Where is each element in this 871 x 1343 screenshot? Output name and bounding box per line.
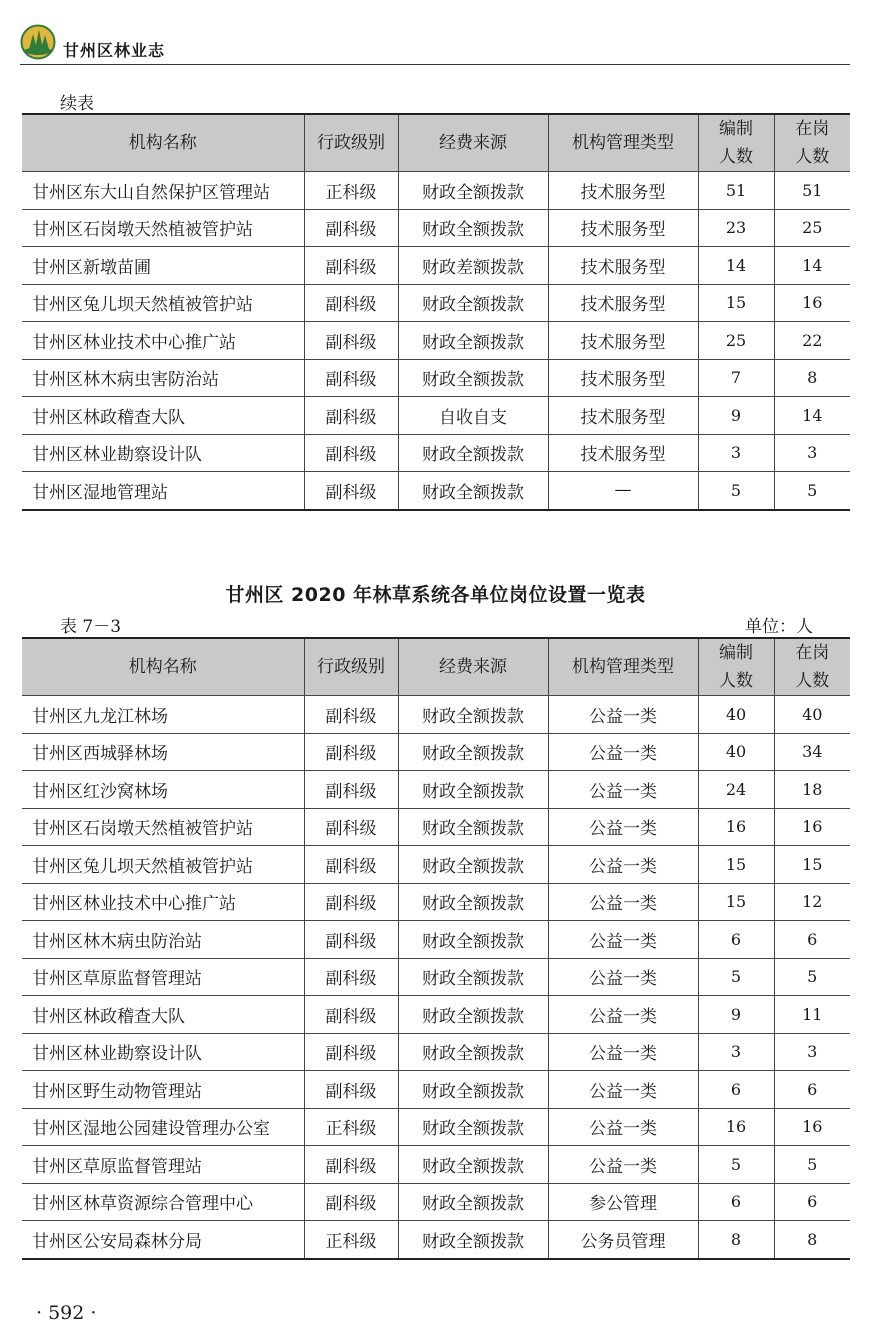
cell-name: 甘州区林业技术中心推广站 [22, 322, 304, 360]
cell-type: 公益一类 [548, 1033, 698, 1071]
cell-type: 公益一类 [548, 996, 698, 1034]
cell-level: 副科级 [304, 771, 398, 809]
column-header-funding: 经费来源 [398, 638, 548, 696]
cell-level: 正科级 [304, 172, 398, 210]
table-row [22, 1221, 850, 1259]
cell-funding: 财政全额拨款 [398, 921, 548, 959]
table-continued [22, 113, 850, 511]
table-row [22, 472, 850, 510]
cell-name: 甘州区林草资源综合管理中心 [22, 1183, 304, 1221]
table-header-row [22, 114, 850, 172]
cell-funding: 财政全额拨款 [398, 808, 548, 846]
table-row [22, 996, 850, 1034]
cell-onduty: 3 [774, 1033, 850, 1071]
cell-funding: 自收自支 [398, 397, 548, 435]
cell-level: 副科级 [304, 322, 398, 360]
table-header-row [22, 638, 850, 696]
cell-level: 正科级 [304, 1108, 398, 1146]
cell-level: 副科级 [304, 1183, 398, 1221]
column-header-type: 机构管理类型 [548, 638, 698, 696]
cell-level: 副科级 [304, 996, 398, 1034]
cell-type: 公益一类 [548, 808, 698, 846]
column-header-level: 行政级别 [304, 638, 398, 696]
cell-onduty: 11 [774, 996, 850, 1034]
cell-type: 公益一类 [548, 1108, 698, 1146]
table-row [22, 733, 850, 771]
cell-name: 甘州区林业勘察设计队 [22, 1033, 304, 1071]
cell-onduty: 16 [774, 1108, 850, 1146]
cell-type: 技术服务型 [548, 172, 698, 210]
cell-level: 副科级 [304, 284, 398, 322]
cell-funding: 财政差额拨款 [398, 247, 548, 285]
cell-onduty: 3 [774, 434, 850, 472]
cell-level: 副科级 [304, 846, 398, 884]
cell-funding: 财政全额拨款 [398, 359, 548, 397]
cell-name: 甘州区西城驿林场 [22, 733, 304, 771]
cell-name: 甘州区石岗墩天然植被管护站 [22, 808, 304, 846]
cell-type: 公益一类 [548, 958, 698, 996]
cell-staffing: 16 [698, 808, 774, 846]
column-header-type: 机构管理类型 [548, 114, 698, 172]
cell-funding: 财政全额拨款 [398, 172, 548, 210]
column-header-staffing: 编制 人数 [698, 638, 774, 696]
table-number: 表 7－3 [60, 617, 122, 637]
cell-funding: 财政全额拨款 [398, 1033, 548, 1071]
cell-onduty: 16 [774, 808, 850, 846]
table-row [22, 1071, 850, 1109]
cell-level: 副科级 [304, 1146, 398, 1184]
cell-funding: 财政全额拨款 [398, 472, 548, 510]
cell-staffing: 9 [698, 996, 774, 1034]
table-row [22, 397, 850, 435]
cell-type: 公益一类 [548, 1071, 698, 1109]
cell-staffing: 16 [698, 1108, 774, 1146]
cell-type: 技术服务型 [548, 247, 698, 285]
cell-funding: 财政全额拨款 [398, 284, 548, 322]
cell-staffing: 6 [698, 921, 774, 959]
table-row [22, 1146, 850, 1184]
table-row [22, 1108, 850, 1146]
cell-staffing: 51 [698, 172, 774, 210]
column-header-name: 机构名称 [22, 114, 304, 172]
cell-staffing: 40 [698, 733, 774, 771]
cell-onduty: 25 [774, 209, 850, 247]
cell-type: 技术服务型 [548, 359, 698, 397]
cell-onduty: 14 [774, 247, 850, 285]
continued-label: 续表 [60, 94, 94, 114]
cell-type: — [548, 472, 698, 510]
cell-type: 技术服务型 [548, 284, 698, 322]
cell-type: 公务员管理 [548, 1221, 698, 1259]
column-header-level: 行政级别 [304, 114, 398, 172]
table-title: 甘州区 2020 年林草系统各单位岗位设置一览表 [225, 584, 646, 606]
table-row [22, 846, 850, 884]
page-number: · 592 · [36, 1302, 97, 1324]
cell-onduty: 5 [774, 1146, 850, 1184]
table-row [22, 247, 850, 285]
cell-funding: 财政全额拨款 [398, 771, 548, 809]
cell-type: 公益一类 [548, 733, 698, 771]
cell-type: 公益一类 [548, 883, 698, 921]
cell-onduty: 6 [774, 1183, 850, 1221]
cell-name: 甘州区石岗墩天然植被管护站 [22, 209, 304, 247]
cell-staffing: 8 [698, 1221, 774, 1259]
cell-type: 公益一类 [548, 921, 698, 959]
cell-onduty: 5 [807, 480, 818, 500]
cell-level: 副科级 [304, 883, 398, 921]
cell-onduty: 22 [774, 322, 850, 360]
cell-level: 副科级 [304, 472, 398, 510]
cell-type: 技术服务型 [548, 397, 698, 435]
cell-onduty: 14 [774, 397, 850, 435]
cell-funding: 财政全额拨款 [398, 696, 548, 734]
cell-level: 副科级 [304, 434, 398, 472]
cell-onduty: 51 [774, 172, 850, 210]
cell-name: 甘州区林木病虫害防治站 [22, 359, 304, 397]
cell-onduty: 18 [774, 771, 850, 809]
cell-staffing: 25 [698, 322, 774, 360]
cell-type: 参公管理 [548, 1183, 698, 1221]
cell-funding: 财政全额拨款 [398, 883, 548, 921]
cell-staffing: 15 [698, 883, 774, 921]
table-row [22, 209, 850, 247]
page-header [20, 22, 850, 65]
cell-funding: 财政全额拨款 [398, 733, 548, 771]
cell-funding: 财政全额拨款 [398, 1221, 548, 1259]
table-row [22, 1183, 850, 1221]
cell-staffing: 23 [698, 209, 774, 247]
cell-name: 甘州区湿地管理站 [22, 472, 304, 510]
cell-onduty: 6 [774, 1071, 850, 1109]
table-row [22, 771, 850, 809]
cell-staffing: 5 [698, 472, 774, 510]
cell-name: 甘州区九龙江林场 [22, 696, 304, 734]
cell-funding: 财政全额拨款 [398, 434, 548, 472]
cell-onduty: 15 [774, 846, 850, 884]
cell-onduty: 6 [774, 921, 850, 959]
cell-type: 技术服务型 [548, 434, 698, 472]
cell-name: 甘州区野生动物管理站 [22, 1071, 304, 1109]
table-row [22, 958, 850, 996]
cell-funding: 财政全额拨款 [398, 1183, 548, 1221]
cell-onduty: 16 [774, 284, 850, 322]
cell-level: 副科级 [304, 958, 398, 996]
cell-name: 甘州区兔儿坝天然植被管护站 [22, 284, 304, 322]
book-title: 甘州区林业志 [63, 41, 166, 60]
cell-type: 公益一类 [548, 1146, 698, 1184]
table-row [22, 284, 850, 322]
cell-name: 甘州区东大山自然保护区管理站 [22, 172, 304, 210]
cell-level: 副科级 [304, 397, 398, 435]
column-header-funding: 经费来源 [398, 114, 548, 172]
cell-staffing: 3 [698, 1033, 774, 1071]
table-row [22, 359, 850, 397]
cell-funding: 财政全额拨款 [398, 1108, 548, 1146]
cell-funding: 财政全额拨款 [398, 846, 548, 884]
cell-type: 公益一类 [548, 846, 698, 884]
cell-staffing: 9 [698, 397, 774, 435]
cell-name: 甘州区林木病虫防治站 [22, 921, 304, 959]
cell-onduty: 5 [774, 958, 850, 996]
cell-onduty: 8 [774, 359, 850, 397]
cell-name: 甘州区公安局森林分局 [22, 1221, 304, 1259]
cell-name: 甘州区林政稽查大队 [22, 397, 304, 435]
table-row [22, 921, 850, 959]
table-body [22, 696, 850, 1259]
cell-level: 副科级 [304, 359, 398, 397]
table-body [22, 172, 850, 510]
cell-staffing: 7 [698, 359, 774, 397]
cell-staffing: 6 [698, 1071, 774, 1109]
cell-level: 副科级 [304, 733, 398, 771]
cell-level: 副科级 [304, 1033, 398, 1071]
column-header-name: 机构名称 [22, 638, 304, 696]
column-header-onduty: 在岗 人数 [774, 638, 850, 696]
cell-name: 甘州区林政稽查大队 [22, 996, 304, 1034]
table-row [22, 434, 850, 472]
cell-level: 副科级 [304, 247, 398, 285]
cell-level: 副科级 [304, 808, 398, 846]
cell-name: 甘州区兔儿坝天然植被管护站 [22, 846, 304, 884]
cell-name: 甘州区林业勘察设计队 [22, 434, 304, 472]
cell-onduty: 12 [774, 883, 850, 921]
cell-type: 公益一类 [548, 771, 698, 809]
table-row [22, 172, 850, 210]
cell-level: 副科级 [304, 921, 398, 959]
cell-funding: 财政全额拨款 [398, 996, 548, 1034]
cell-funding: 财政全额拨款 [398, 958, 548, 996]
cell-staffing: 15 [698, 846, 774, 884]
cell-type: 技术服务型 [548, 209, 698, 247]
cell-funding: 财政全额拨款 [398, 322, 548, 360]
table-row [22, 322, 850, 360]
cell-type: 公益一类 [548, 696, 698, 734]
cell-staffing: 15 [698, 284, 774, 322]
cell-level: 正科级 [304, 1221, 398, 1259]
cell-staffing: 5 [698, 958, 774, 996]
cell-staffing: 14 [698, 247, 774, 285]
forest-logo-icon [20, 24, 56, 60]
cell-name: 甘州区红沙窝林场 [22, 771, 304, 809]
table-row [22, 808, 850, 846]
cell-onduty: 8 [807, 1229, 818, 1249]
cell-level: 副科级 [304, 209, 398, 247]
column-header-onduty: 在岗 人数 [774, 114, 850, 172]
table-row [22, 696, 850, 734]
cell-level: 副科级 [304, 696, 398, 734]
table-row [22, 1033, 850, 1071]
cell-staffing: 24 [698, 771, 774, 809]
table-row [22, 883, 850, 921]
cell-staffing: 40 [698, 696, 774, 734]
cell-staffing: 5 [698, 1146, 774, 1184]
table-positions-2020 [22, 637, 850, 1260]
cell-staffing: 6 [698, 1183, 774, 1221]
cell-name: 甘州区湿地公园建设管理办公室 [22, 1108, 304, 1146]
cell-onduty: 40 [774, 696, 850, 734]
cell-type: 技术服务型 [548, 322, 698, 360]
cell-onduty: 34 [774, 733, 850, 771]
cell-name: 甘州区新墩苗圃 [22, 247, 304, 285]
column-header-staffing: 编制 人数 [698, 114, 774, 172]
cell-funding: 财政全额拨款 [398, 1071, 548, 1109]
cell-name: 甘州区林业技术中心推广站 [22, 883, 304, 921]
cell-funding: 财政全额拨款 [398, 1146, 548, 1184]
cell-level: 副科级 [304, 1071, 398, 1109]
cell-funding: 财政全额拨款 [398, 209, 548, 247]
cell-staffing: 3 [698, 434, 774, 472]
cell-name: 甘州区草原监督管理站 [22, 1146, 304, 1184]
cell-name: 甘州区草原监督管理站 [22, 958, 304, 996]
unit-label: 单位：人 [745, 617, 813, 637]
